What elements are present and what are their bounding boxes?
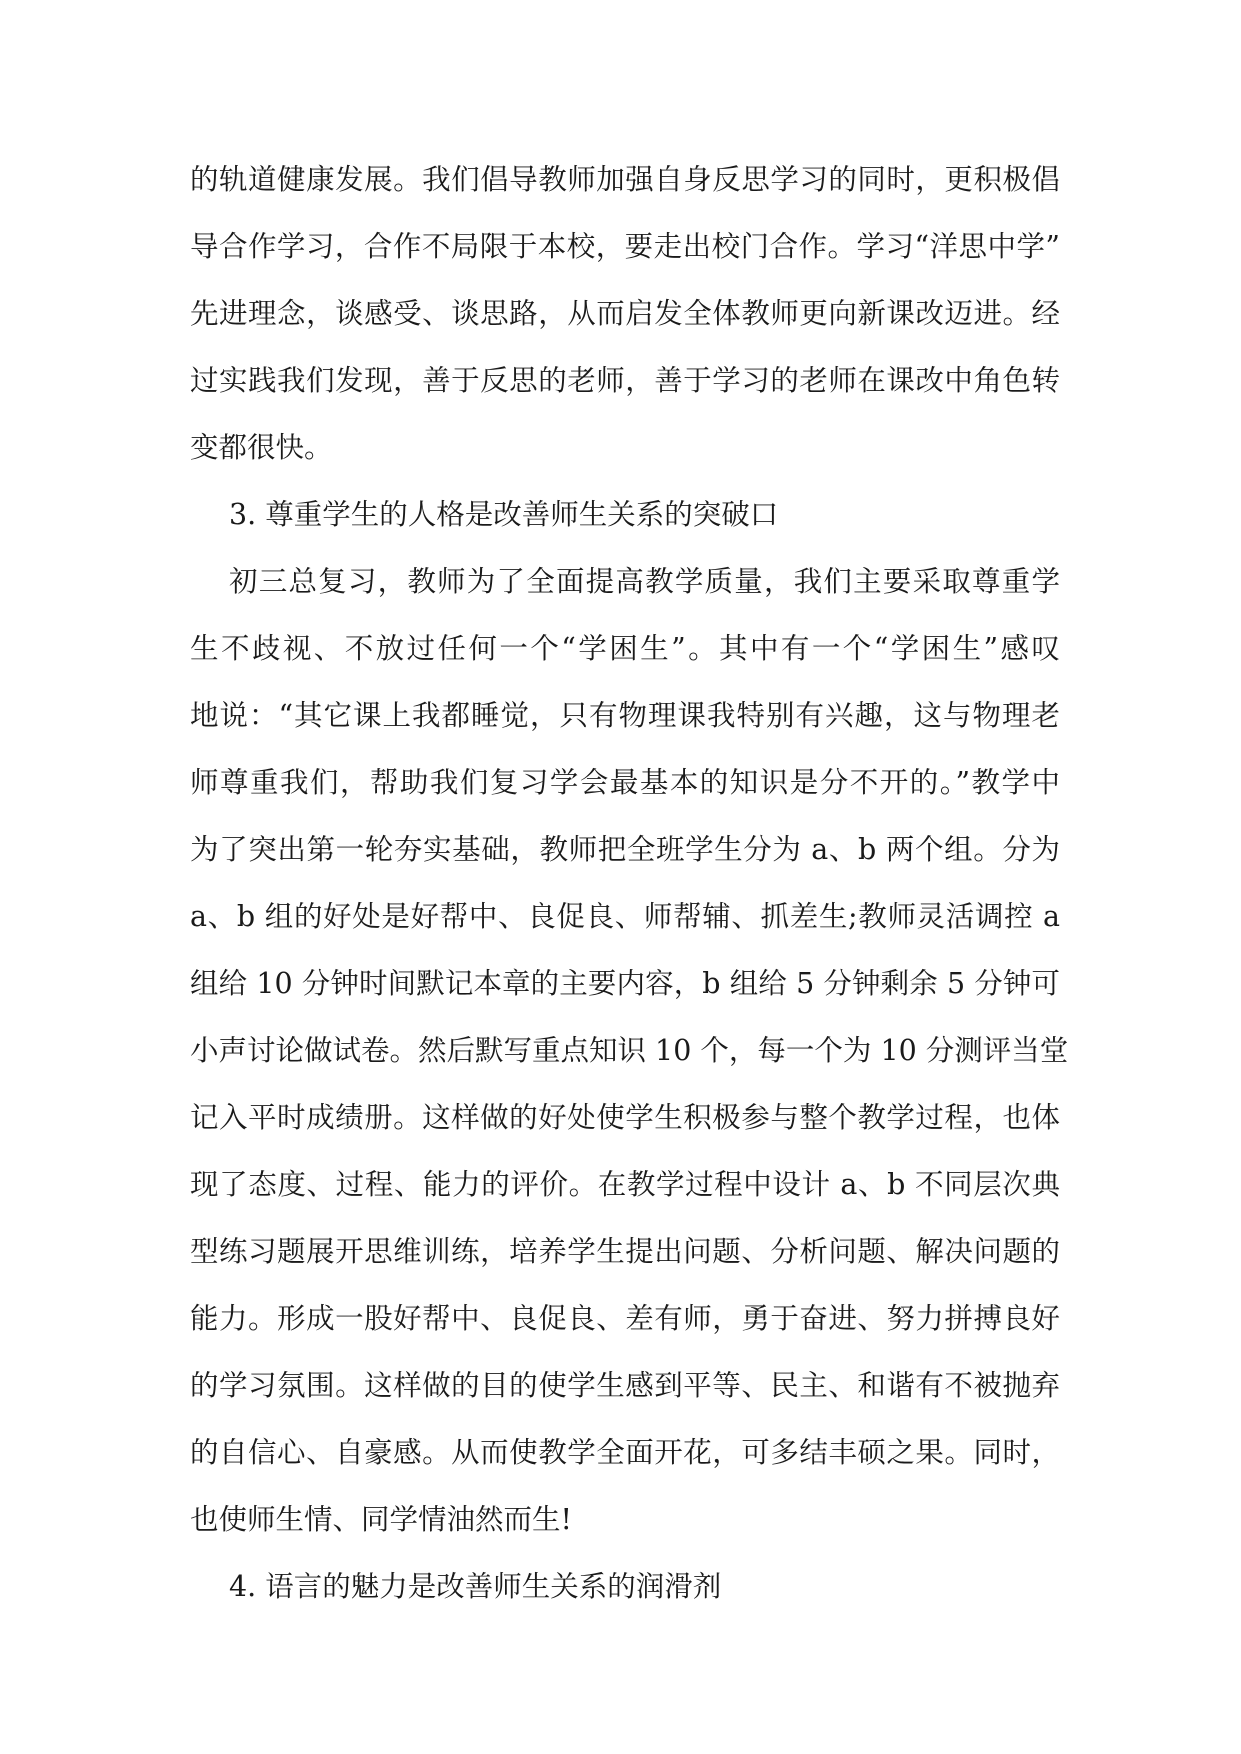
section-heading: 4. 语言的魅力是改善师生关系的润滑剂 (229, 1570, 722, 1603)
paragraph-line: 生不歧视、不放过任何一个“学困生”。其中有一个“学困生”感叹 (190, 632, 1060, 665)
paragraph-line: 记入平时成绩册。这样做的好处使学生积极参与整个教学过程，也体 (190, 1101, 1060, 1134)
paragraph-line: 的轨道健康发展。我们倡导教师加强自身反思学习的同时，更积极倡 (190, 163, 1060, 196)
paragraph-line: 地说：“其它课上我都睡觉，只有物理课我特别有兴趣，这与物理老 (190, 699, 1060, 732)
paragraph-line: 型练习题展开思维训练，培养学生提出问题、分析问题、解决问题的 (190, 1235, 1060, 1268)
paragraph-line: a、b 组的好处是好帮中、良促良、师帮辅、抓差生;教师灵活调控 a (190, 900, 1060, 933)
paragraph-line: 变都很快。 (190, 431, 333, 464)
paragraph-line: 能力。形成一股好帮中、良促良、差有师，勇于奋进、努力拼搏良好 (190, 1302, 1060, 1335)
paragraph-line: 的学习氛围。这样做的目的使学生感到平等、民主、和谐有不被抛弃 (190, 1369, 1060, 1402)
section-heading: 3. 尊重学生的人格是改善师生关系的突破口 (229, 498, 779, 531)
paragraph-line: 先进理念，谈感受、谈思路，从而启发全体教师更向新课改迈进。经 (190, 297, 1060, 330)
paragraph-line: 的自信心、自豪感。从而使教学全面开花，可多结丰硕之果。同时， (190, 1436, 1060, 1469)
paragraph-line: 初三总复习，教师为了全面提高教学质量，我们主要采取尊重学 (229, 565, 1060, 598)
paragraph-line: 组给 10 分钟时间默记本章的主要内容，b 组给 5 分钟剩余 5 分钟可 (190, 967, 1060, 1000)
paragraph-line: 导合作学习，合作不局限于本校，要走出校门合作。学习“洋思中学” (190, 230, 1060, 263)
paragraph-line: 现了态度、过程、能力的评价。在教学过程中设计 a、b 不同层次典 (190, 1168, 1060, 1201)
paragraph-line: 为了突出第一轮夯实基础，教师把全班学生分为 a、b 两个组。分为 (190, 833, 1060, 866)
paragraph-line: 师尊重我们，帮助我们复习学会最基本的知识是分不开的。”教学中 (190, 766, 1060, 799)
paragraph-line: 过实践我们发现，善于反思的老师，善于学习的老师在课改中角色转 (190, 364, 1060, 397)
paragraph-line: 小声讨论做试卷。然后默写重点知识 10 个，每一个为 10 分测评当堂 (190, 1034, 1069, 1067)
paragraph-line: 也使师生情、同学情油然而生! (190, 1503, 572, 1536)
